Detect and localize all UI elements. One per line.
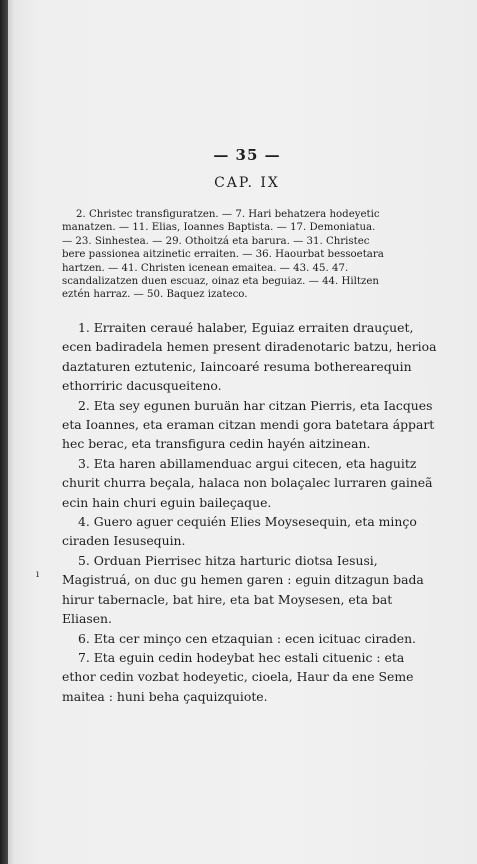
verse-line: ciraden Iesusequin. [62, 533, 186, 549]
verse-line: hirur tabernacle, bat hire, eta bat Moysesen, eta bat [62, 591, 393, 607]
book-page [8, 0, 477, 864]
summary-line: eztén harraz. — 50. Baquez izateco. [62, 289, 248, 301]
verse-line: 5. Orduan Pierrisec hitza harturic diotsa Iesusi, [78, 552, 378, 568]
verse-line: eta Ioannes, eta eraman citzan mendi gora batetara áppart [62, 417, 435, 433]
summary-line: — 23. Sinhestea. — 29. Othoitzá eta barura. — 31. Christec [62, 235, 370, 247]
verse-line: Eliasen. [62, 611, 112, 627]
verse-line: 7. Eta eguin cedin hodeybat hec estali cituenic : eta [78, 649, 405, 665]
verse-line: maitea : huni beha çaquizquiote. [62, 688, 268, 704]
verse-6 [62, 629, 432, 648]
margin-mark: ı [36, 569, 40, 580]
verse-line: hec berac, eta transfigura cedin hayén aitzinean. [62, 436, 371, 452]
verse-line: daztaturen eztutenic, Iaincoaré resuma botherearequin [62, 358, 412, 374]
verse-line: Magistruá, on duc gu hemen garen : eguin ditzagun bada [62, 572, 424, 588]
verses-body [62, 318, 437, 706]
summary-line: scandalizatzen duen escuaz, oinaz eta beguiaz. — 44. Hiltzen [62, 276, 379, 288]
verse-line: 2. Eta sey egunen buruän har citzan Pierris, eta Iacques [78, 397, 433, 413]
verse-line: churit churra beçala, halaca non bolaçalec lurraren gaineã [62, 475, 433, 491]
verse-1 [62, 318, 437, 396]
verse-line: ethorriric dacusqueiteno. [62, 378, 222, 394]
verse-7 [62, 648, 432, 706]
summary-line: hartzen. — 41. Christen icenean emaitea. — 43. 45. 47. [62, 262, 349, 274]
verse-line: 3. Eta haren abillamenduac argui citecen, eta haguitz [78, 455, 417, 471]
summary-line: manatzen. — 11. Elias, Ioannes Baptista. — 17. Demoniatua. [62, 222, 376, 234]
page-number: — 35 — [213, 146, 281, 164]
verse-4 [62, 512, 432, 551]
verse-line: ecin hain churi eguin baileçaque. [62, 494, 272, 510]
chapter-title: CAP. IX [214, 175, 280, 191]
verse-line: ecen badiradela hemen present diradenotaric batzu, herioa [62, 339, 437, 355]
verse-line: 6. Eta cer minço cen etzaquian : ecen icituac ciraden. [78, 630, 416, 646]
verse-2 [62, 396, 435, 454]
verse-line: 1. Erraiten ceraué halaber, Eguiaz erraiten drauçuet, [78, 320, 414, 335]
verse-5 [62, 551, 432, 629]
chapter-summary [62, 208, 432, 302]
summary-line: 2. Christec transfiguratzen. — 7. Hari behatzera hodeyetic [76, 209, 380, 220]
book-spine-shadow [0, 0, 8, 864]
verse-3 [62, 454, 432, 512]
summary-line: bere passionea aitzinetic erraiten. — 36. Haourbat bessoetara [62, 249, 384, 261]
verse-line: 4. Guero aguer cequién Elies Moysesequin, eta minço [78, 514, 417, 530]
verse-line: ethor cedin vozbat hodeyetic, cioela, Haur da ene Seme [62, 669, 414, 685]
